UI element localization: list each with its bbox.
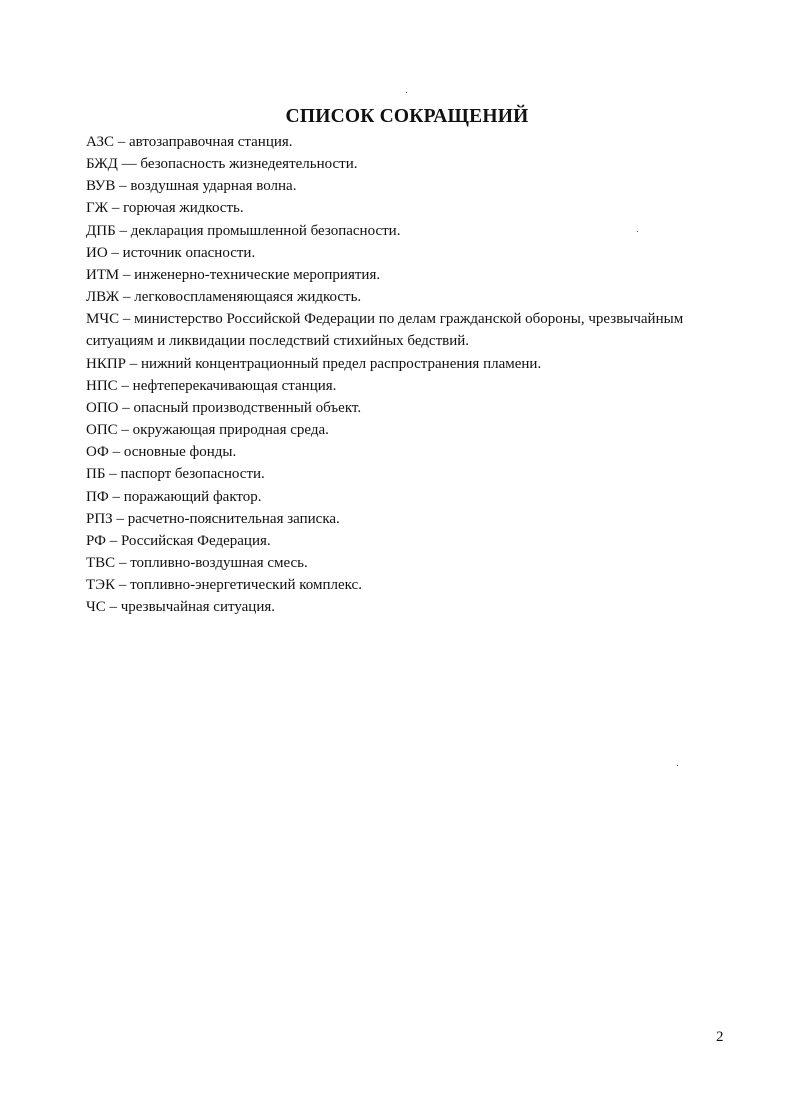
abbreviation-separator: – bbox=[115, 554, 131, 571]
abbreviation-term: НКПР bbox=[86, 355, 127, 372]
abbreviation-term: ГЖ bbox=[86, 200, 109, 217]
abbreviation-definition: легковоспламеняющаяся жидкость. bbox=[134, 289, 362, 306]
abbreviation-definition: основные фонды. bbox=[123, 444, 237, 461]
abbreviation-definition: автозаправочная станция. bbox=[128, 134, 293, 150]
abbreviation-term: ТЭК bbox=[86, 577, 116, 594]
abbreviation-term: ВУВ bbox=[86, 178, 116, 195]
abbreviation-term: ИО bbox=[86, 244, 108, 261]
abbreviation-separator: – bbox=[105, 466, 121, 483]
abbreviation-definition: топливно-энергетический комплекс. bbox=[130, 577, 362, 594]
abbreviation-list bbox=[86, 131, 746, 618]
abbreviation-separator: – bbox=[117, 377, 133, 394]
abbreviation-definition: горючая жидкость. bbox=[123, 200, 244, 217]
abbreviation-entry bbox=[86, 353, 746, 375]
abbreviation-separator: – bbox=[108, 488, 124, 505]
abbreviation-definition: расчетно-пояснительная записка. bbox=[127, 510, 340, 527]
abbreviation-entry bbox=[86, 397, 746, 419]
abbreviation-term: ТВС bbox=[86, 554, 116, 571]
abbreviation-separator: – bbox=[119, 289, 135, 306]
abbreviation-definition: нефтеперекачивающая станция. bbox=[132, 377, 337, 394]
abbreviation-entry bbox=[86, 220, 746, 242]
abbreviation-definition: нижний концентрационный предел распространения пламени. bbox=[141, 355, 542, 372]
abbreviation-separator: — bbox=[117, 156, 141, 173]
abbreviation-entry bbox=[86, 153, 746, 175]
abbreviation-definition: декларация промышленной безопасности. bbox=[130, 222, 401, 239]
abbreviation-separator: – bbox=[108, 200, 124, 217]
abbreviation-entry bbox=[86, 375, 746, 397]
abbreviation-separator: – bbox=[126, 355, 142, 372]
abbreviation-term: ЛВЖ bbox=[86, 289, 120, 306]
abbreviation-term: ОПС bbox=[86, 422, 118, 439]
abbreviation-separator: – bbox=[115, 178, 131, 195]
abbreviation-term: АЗС bbox=[86, 134, 114, 150]
abbreviation-separator: – bbox=[113, 134, 129, 150]
abbreviation-definition: воздушная ударная волна. bbox=[130, 178, 297, 195]
abbreviation-entry bbox=[86, 419, 746, 441]
abbreviation-entry bbox=[86, 197, 746, 219]
abbreviation-definition: чрезвычайная ситуация. bbox=[120, 599, 276, 616]
abbreviation-definition: Российская Федерация. bbox=[120, 532, 271, 549]
abbreviation-separator: – bbox=[117, 422, 133, 439]
abbreviation-term: ПБ bbox=[86, 466, 106, 483]
abbreviation-entry bbox=[86, 308, 746, 352]
abbreviation-entry bbox=[86, 596, 746, 618]
abbreviation-term: ИТМ bbox=[86, 266, 120, 283]
scan-speck bbox=[406, 92, 407, 93]
abbreviation-separator: – bbox=[108, 444, 124, 461]
abbreviation-term: НПС bbox=[86, 377, 118, 394]
abbreviation-entry bbox=[86, 264, 746, 286]
abbreviation-separator: – bbox=[118, 399, 134, 416]
abbreviation-entry bbox=[86, 552, 746, 574]
abbreviation-definition: паспорт безопасности. bbox=[120, 466, 265, 483]
abbreviation-definition: безопасность жизнедеятельности. bbox=[140, 156, 358, 173]
abbreviation-separator: – bbox=[105, 532, 121, 549]
abbreviation-entry bbox=[86, 463, 746, 485]
page-title: СПИСОК СОКРАЩЕНИЙ bbox=[285, 106, 529, 127]
abbreviation-term: РФ bbox=[86, 532, 106, 549]
abbreviation-definition: топливно-воздушная смесь. bbox=[130, 554, 308, 571]
abbreviation-term: ЧС bbox=[86, 599, 106, 616]
abbreviation-separator: – bbox=[115, 222, 131, 239]
page-number: 2 bbox=[716, 1029, 724, 1045]
abbreviation-term: ДПБ bbox=[86, 222, 116, 239]
abbreviation-entry bbox=[86, 175, 746, 197]
abbreviation-definition: окружающая природная среда. bbox=[132, 422, 329, 439]
scan-speck bbox=[677, 765, 678, 766]
abbreviation-definition: поражающий фактор. bbox=[123, 488, 262, 505]
abbreviation-entry bbox=[86, 441, 746, 463]
abbreviation-separator: – bbox=[119, 266, 135, 283]
abbreviation-definition: источник опасности. bbox=[122, 244, 256, 261]
abbreviation-entry bbox=[86, 131, 746, 153]
abbreviation-entry bbox=[86, 286, 746, 308]
abbreviation-separator: – bbox=[115, 577, 131, 594]
abbreviation-definition: инженерно-технические мероприятия. bbox=[134, 266, 381, 283]
abbreviation-entry bbox=[86, 486, 746, 508]
abbreviation-entry bbox=[86, 574, 746, 596]
abbreviation-term: МЧС bbox=[86, 311, 120, 328]
abbreviation-term: БЖД bbox=[86, 156, 118, 173]
abbreviation-term: ОПО bbox=[86, 399, 119, 416]
abbreviation-separator: – bbox=[105, 599, 121, 616]
abbreviation-separator: – bbox=[112, 510, 128, 527]
abbreviation-term: ОФ bbox=[86, 444, 109, 461]
abbreviation-separator: – bbox=[119, 311, 135, 328]
abbreviation-entry bbox=[86, 508, 746, 530]
abbreviation-entry bbox=[86, 530, 746, 552]
abbreviation-entry bbox=[86, 242, 746, 264]
abbreviation-definition: министерство Российской Федерации по делам гражданской обороны, чрезвычайным ситуациям и ликвидации последствий стихийных бедствий. bbox=[86, 311, 684, 350]
abbreviation-term: РПЗ bbox=[86, 510, 113, 527]
abbreviation-definition: опасный производственный объект. bbox=[133, 399, 362, 416]
abbreviation-separator: – bbox=[107, 244, 123, 261]
abbreviation-term: ПФ bbox=[86, 488, 109, 505]
